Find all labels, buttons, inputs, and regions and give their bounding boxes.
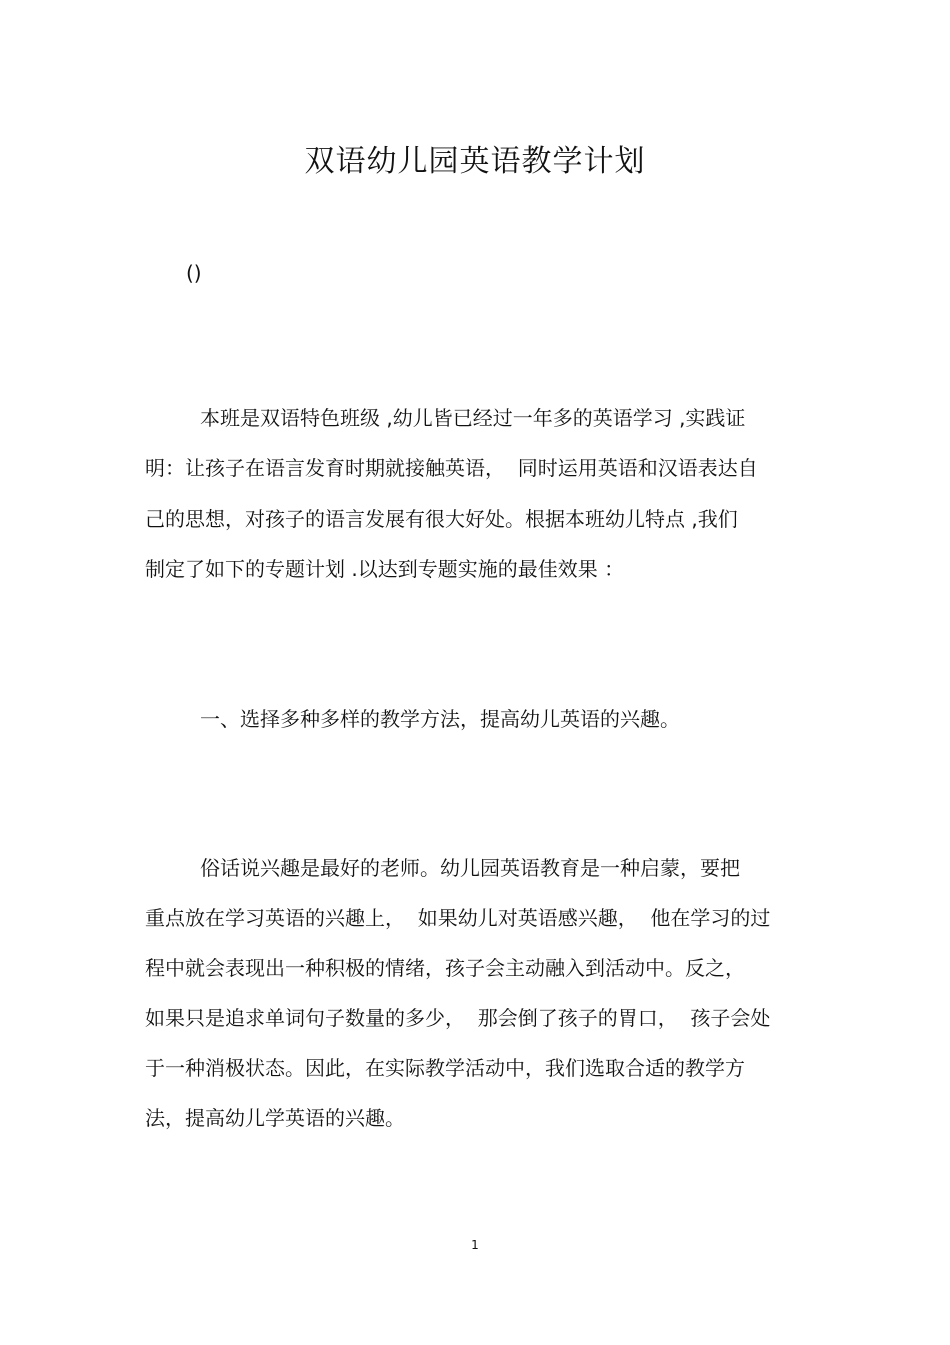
paragraph-line: 于一种消极状态。因此，在实际教学活动中，我们选取合适的教学方 [145, 1056, 745, 1080]
paragraph-line: 本班是双语特色班级 ,幼儿皆已经过一年多的英语学习 ,实践证 [200, 406, 746, 430]
page-number: 1 [471, 1238, 479, 1252]
paragraph-line: 重点放在学习英语的兴趣上， 如果幼儿对英语感兴趣， 他在学习的过 [145, 906, 771, 930]
paragraph-line: 俗话说兴趣是最好的老师。幼儿园英语教育是一种启蒙，要把 [200, 856, 740, 880]
paragraph-line: 如果只是追求单词句子数量的多少， 那会倒了孩子的胃口， 孩子会处 [145, 1006, 771, 1030]
subtitle-parentheses: () [186, 261, 202, 285]
section-heading: 一、选择多种多样的教学方法，提高幼儿英语的兴趣。 [200, 707, 680, 731]
paragraph-line: 制定了如下的专题计划 .以达到专题实施的最佳效果 ： [145, 557, 625, 581]
document-title: 双语幼儿园英语教学计划 [304, 144, 646, 179]
paragraph-line: 明：让孩子在语言发育时期就接触英语， 同时运用英语和汉语表达自 [145, 456, 758, 480]
paragraph-line: 法，提高幼儿学英语的兴趣。 [145, 1106, 405, 1130]
paragraph-line: 程中就会表现出一种积极的情绪，孩子会主动融入到活动中。反之， [145, 956, 745, 980]
paragraph-line: 己的思想，对孩子的语言发展有很大好处。根据本班幼儿特点 ,我们 [145, 507, 738, 531]
